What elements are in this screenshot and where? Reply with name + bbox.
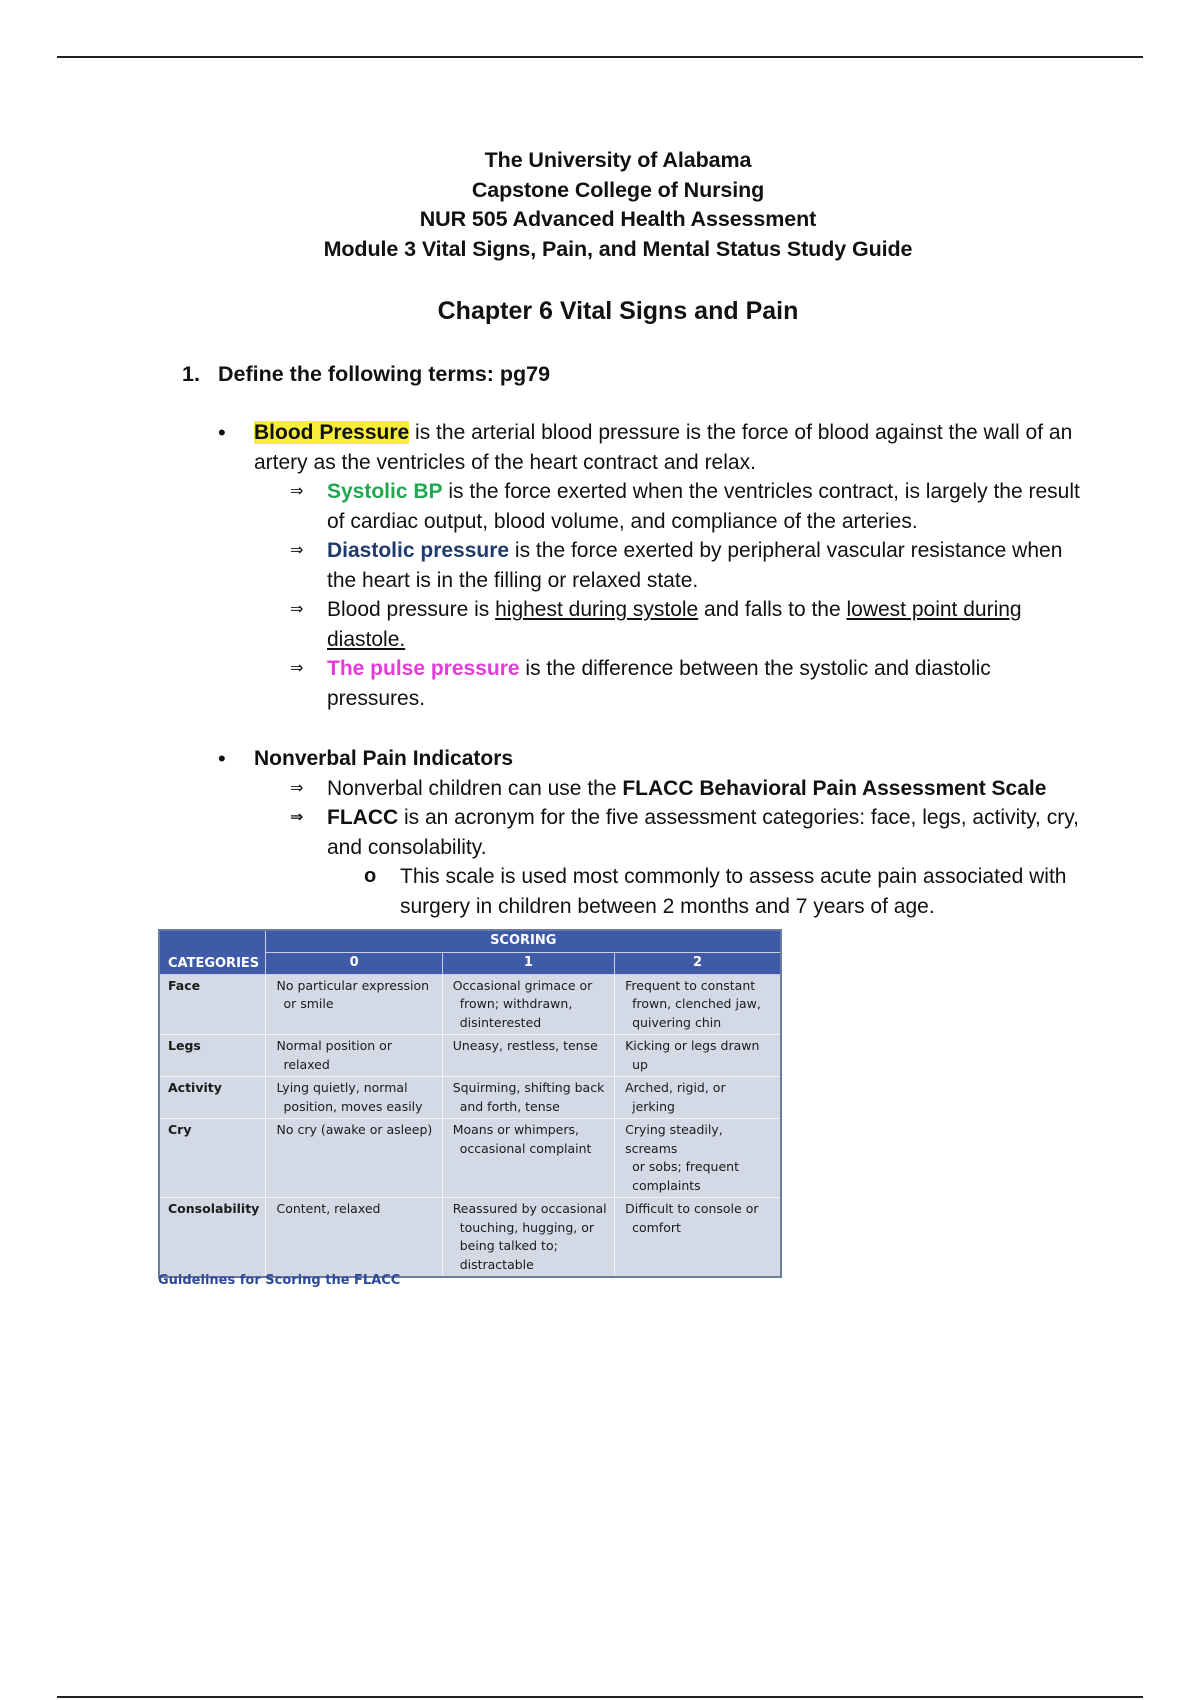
- question-1: [182, 358, 550, 390]
- score-cell-1: [442, 1077, 614, 1119]
- pulse-pressure-item: [254, 654, 1094, 713]
- flacc-scale-item: [254, 774, 1094, 804]
- category-cell: Cry: [159, 1119, 266, 1198]
- flacc-scale-pre: Nonverbal children can use the: [327, 776, 623, 800]
- diastolic-item: [254, 536, 1094, 595]
- score-cell-0: [266, 1077, 442, 1119]
- systolic-item: [254, 477, 1094, 536]
- cell-text-line: frown; withdrawn,: [459, 996, 573, 1011]
- nonverbal-section: [218, 744, 1094, 921]
- top-rule: [57, 56, 1143, 58]
- score-header-0: 0: [266, 952, 442, 974]
- score-cell-0: [266, 1119, 442, 1198]
- table-row: [159, 1077, 781, 1119]
- table-row: [159, 1198, 781, 1278]
- cell-text-line: comfort: [632, 1219, 681, 1235]
- cell-text-line: touching, hugging, or: [459, 1219, 595, 1235]
- bullet-icon: •: [218, 420, 226, 445]
- pulse-pressure-text: is the difference between the systolic and diastolic pressures.: [327, 657, 991, 710]
- cell-text-line: being talked to;: [459, 1238, 558, 1253]
- bullet-icon: •: [218, 746, 226, 771]
- flacc-acronym-item: [254, 803, 1094, 862]
- cell-text-line: Kicking or legs drawn: [625, 1038, 760, 1053]
- cell-text-line: position, moves easily: [283, 1098, 423, 1114]
- pulse-pressure-term: The pulse pressure: [327, 657, 520, 680]
- score-cell-1: [442, 1198, 614, 1278]
- scoring-header: SCORING: [266, 930, 781, 952]
- cell-text-line: jerking: [632, 1098, 675, 1114]
- flacc-table: [158, 929, 782, 1278]
- cell-text-line: Moans or whimpers,: [452, 1122, 579, 1137]
- cell-text-line: No particular expression: [276, 977, 430, 993]
- diastolic-text: is the force exerted by peripheral vascular resistance when the heart is in the filling or relaxed state.: [327, 539, 1063, 592]
- score-cell-1: [442, 1119, 614, 1198]
- cell-text-line: and forth, tense: [459, 1098, 560, 1114]
- flacc-acronym-text: is an acronym for the five assessment categories: face, legs, activity, cry, and consolability.: [327, 806, 1079, 859]
- category-cell: Activity: [159, 1077, 266, 1119]
- score-cell-1: [442, 1035, 614, 1077]
- score-cell-2: [615, 1077, 781, 1119]
- nonverbal-title: Nonverbal Pain Indicators: [254, 747, 514, 770]
- category-cell: Face: [159, 974, 266, 1035]
- score-cell-2: [615, 1198, 781, 1278]
- cell-text-line: Difficult to console or: [625, 1201, 759, 1216]
- score-header-2: 2: [615, 952, 781, 974]
- cell-text-line: Squirming, shifting back: [452, 1080, 605, 1095]
- bp-range-mid: and falls to the: [698, 598, 847, 621]
- bp-range-pre: Blood pressure is: [327, 598, 496, 621]
- flacc-table-body: [159, 974, 781, 1277]
- bp-definition: [254, 418, 1094, 477]
- chapter-title: Chapter 6 Vital Signs and Pain: [437, 297, 799, 325]
- cell-text-line: Occasional grimace or: [452, 977, 593, 993]
- header-college: Capstone College of Nursing: [471, 177, 765, 202]
- flacc-acronym-term: FLACC: [327, 806, 399, 829]
- cell-text-line: Reassured by occasional: [452, 1201, 607, 1216]
- arrow-icon: ⇒: [290, 809, 304, 826]
- cell-text-line: or smile: [283, 996, 334, 1011]
- score-cell-2: [615, 974, 781, 1035]
- flacc-scale-name: FLACC Behavioral Pain Assessment Scale: [622, 776, 1047, 800]
- score-cell-2: [615, 1119, 781, 1198]
- arrow-icon: ⇒: [290, 542, 304, 559]
- table-caption: Guidelines for Scoring the FLACC: [158, 1273, 401, 1288]
- cell-text-line: quivering chin: [632, 1014, 722, 1030]
- cell-text-line: up: [632, 1056, 648, 1072]
- score-cell-2: [615, 1035, 781, 1077]
- header-course: NUR 505 Advanced Health Assessment: [419, 207, 817, 231]
- cell-text-line: No cry (awake or asleep): [276, 1122, 433, 1137]
- cell-text-line: relaxed: [283, 1056, 330, 1072]
- cell-text-line: Crying steadily, screams: [625, 1122, 723, 1156]
- bottom-rule: [57, 1696, 1143, 1698]
- arrow-icon: ⇒: [290, 779, 304, 797]
- cell-text-line: occasional complaint: [459, 1140, 592, 1156]
- score-cell-1: [442, 974, 614, 1035]
- bp-definition-text: is the arterial blood pressure is the force of blood against the wall of an artery as the ventricles of the heart contract and relax.: [254, 421, 1073, 474]
- categories-header: CATEGORIES: [159, 930, 266, 974]
- header-university: The University of Alabama: [484, 148, 752, 172]
- bp-range-item: [254, 595, 1094, 654]
- cell-text-line: Arched, rigid, or: [625, 1080, 726, 1095]
- bp-term: Blood Pressure: [254, 421, 410, 444]
- arrow-icon: ⇒: [290, 660, 304, 677]
- systolic-term: Systolic BP: [327, 480, 443, 503]
- cell-text-line: Frequent to constant: [625, 977, 756, 993]
- blood-pressure-section: [218, 418, 1094, 713]
- score-cell-0: [266, 974, 442, 1035]
- diastolic-term: Diastolic pressure: [327, 539, 510, 562]
- cell-text-line: frown, clenched jaw,: [632, 996, 761, 1011]
- cell-text-line: Uneasy, restless, tense: [452, 1038, 598, 1053]
- category-cell: Consolability: [159, 1198, 266, 1278]
- table-row: [159, 1035, 781, 1077]
- cell-text-line: Normal position or: [276, 1038, 392, 1053]
- cell-text-line: distractable: [459, 1256, 534, 1272]
- cell-text-line: Content, relaxed: [276, 1201, 381, 1216]
- score-header-1: 1: [442, 952, 614, 974]
- flacc-usage-text: This scale is used most commonly to assess acute pain associated with surgery in children between 2 months and 7 years of age.: [400, 865, 1067, 918]
- systolic-text: is the force exerted when the ventricles contract, is largely the result of cardiac output, blood volume, and compliance of the arteries.: [327, 480, 1080, 533]
- arrow-icon: ⇒: [290, 483, 304, 500]
- header-module: Module 3 Vital Signs, Pain, and Mental Status Study Guide: [323, 236, 913, 261]
- score-cell-0: [266, 1035, 442, 1077]
- bp-range-highest: highest during systole: [495, 598, 699, 621]
- table-row: [159, 974, 781, 1035]
- score-cell-0: [266, 1198, 442, 1278]
- flacc-usage-item: [254, 862, 1094, 921]
- question-number: 1.: [182, 362, 200, 386]
- bp-range-lowest: lowest point during diastole.: [327, 598, 1022, 651]
- sub-bullet-marker: o: [364, 865, 377, 887]
- document-header: [0, 146, 1200, 264]
- cell-text-line: or sobs; frequent: [632, 1159, 739, 1174]
- arrow-icon: ⇒: [290, 601, 304, 618]
- cell-text-line: Lying quietly, normal: [276, 1080, 408, 1095]
- cell-text-line: complaints: [632, 1177, 701, 1193]
- question-text: Define the following terms: pg79: [218, 362, 551, 386]
- cell-text-line: disinterested: [459, 1014, 542, 1030]
- category-cell: Legs: [159, 1035, 266, 1077]
- table-row: [159, 1119, 781, 1198]
